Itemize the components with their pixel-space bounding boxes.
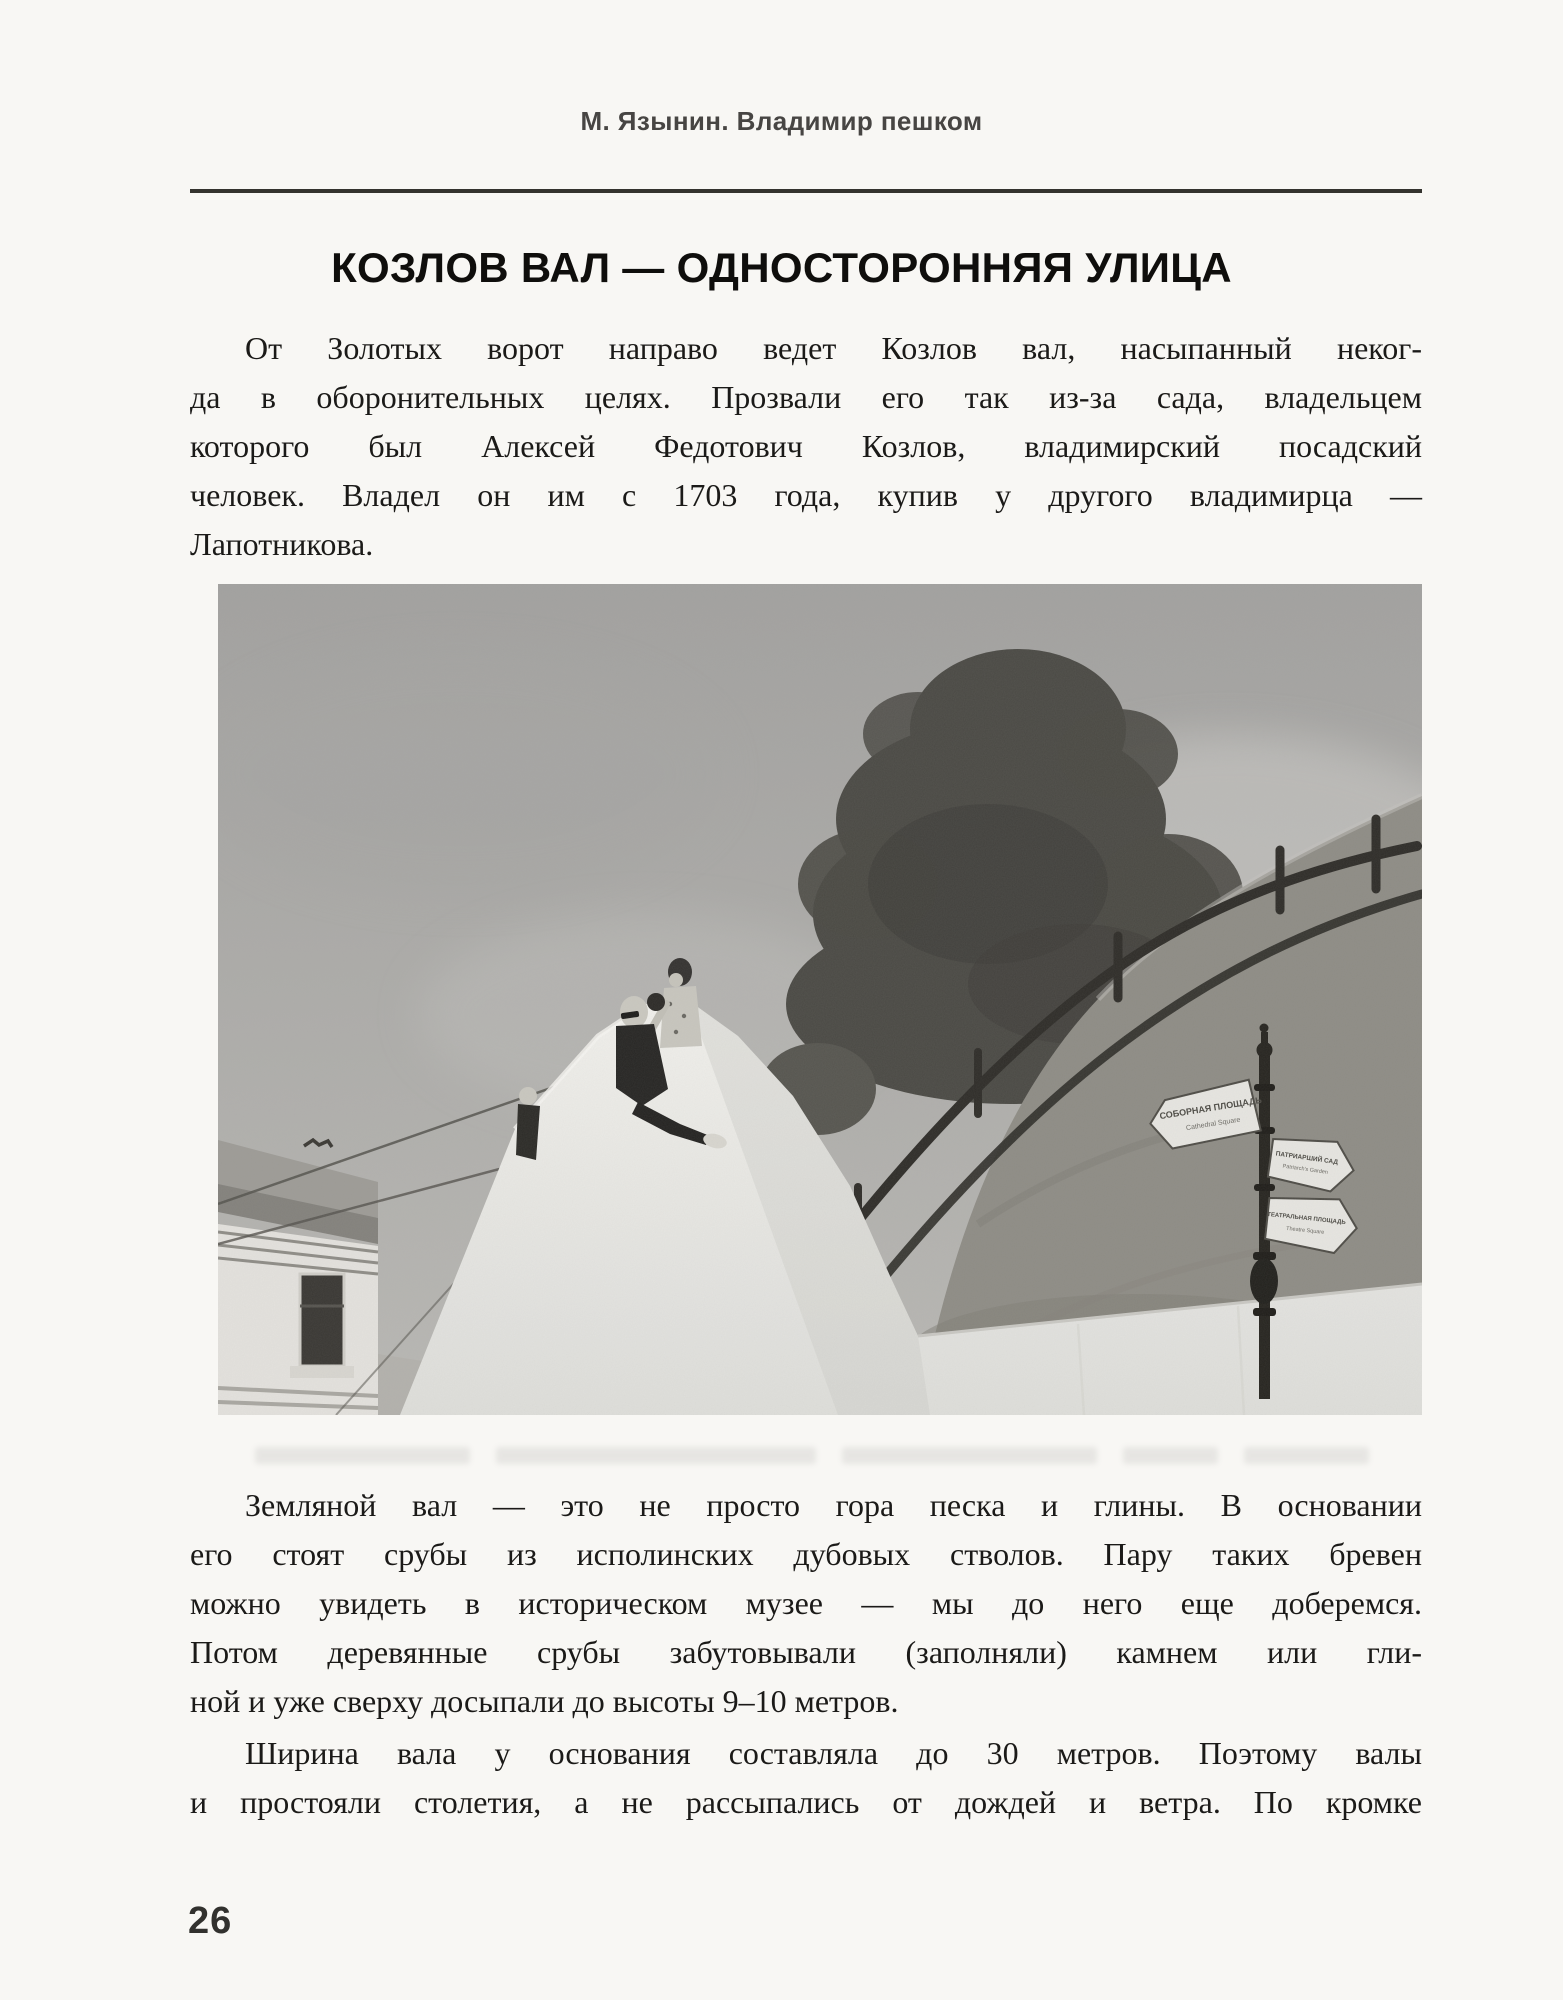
- text-line: человек. Владел он им с 1703 года, купив у другого владимирца —: [190, 477, 1422, 513]
- text-line: можно увидеть в историческом музее — мы до него еще доберемся.: [190, 1585, 1422, 1621]
- text-line: Земляной вал — это не просто гора песка и глины. В основании: [245, 1487, 1422, 1523]
- paragraph-1: [190, 324, 1422, 569]
- text-line: Потом деревянные срубы забутовывали (заполняли) камнем или гли-: [190, 1634, 1422, 1670]
- text-line: Лапотникова.: [190, 526, 374, 562]
- text-line: ной и уже сверху досыпали до высоты 9–10 метров.: [190, 1683, 899, 1719]
- photo-kozlov-val: [218, 584, 1422, 1415]
- text-line: Ширина вала у основания составляла до 30 метров. Поэтому валы: [245, 1735, 1422, 1771]
- paragraph-3: [190, 1729, 1422, 1827]
- ghost-caption-artifact: [255, 1437, 1395, 1473]
- text-line: да в оборонительных целях. Прозвали его так из-за сада, владельцем: [190, 379, 1422, 415]
- photo-grain: [218, 584, 1422, 1415]
- page-number: 26: [188, 1900, 233, 1942]
- text-line: которого был Алексей Федотович Козлов, владимирский посадский: [190, 428, 1422, 464]
- running-header: М. Язынин. Владимир пешком: [580, 106, 983, 136]
- text-line: и простояли столетия, а не рассыпались от дождей и ветра. По кромке: [190, 1784, 1422, 1820]
- text-line: От Золотых ворот направо ведет Козлов вал, насыпанный неког-: [245, 330, 1422, 366]
- text-line: его стоят срубы из исполинских дубовых стволов. Пару таких бревен: [190, 1536, 1422, 1572]
- chapter-title: КОЗЛОВ ВАЛ — ОДНОСТОРОННЯЯ УЛИЦА: [331, 244, 1232, 291]
- paragraph-2: [190, 1481, 1422, 1726]
- header-rule: [190, 189, 1422, 193]
